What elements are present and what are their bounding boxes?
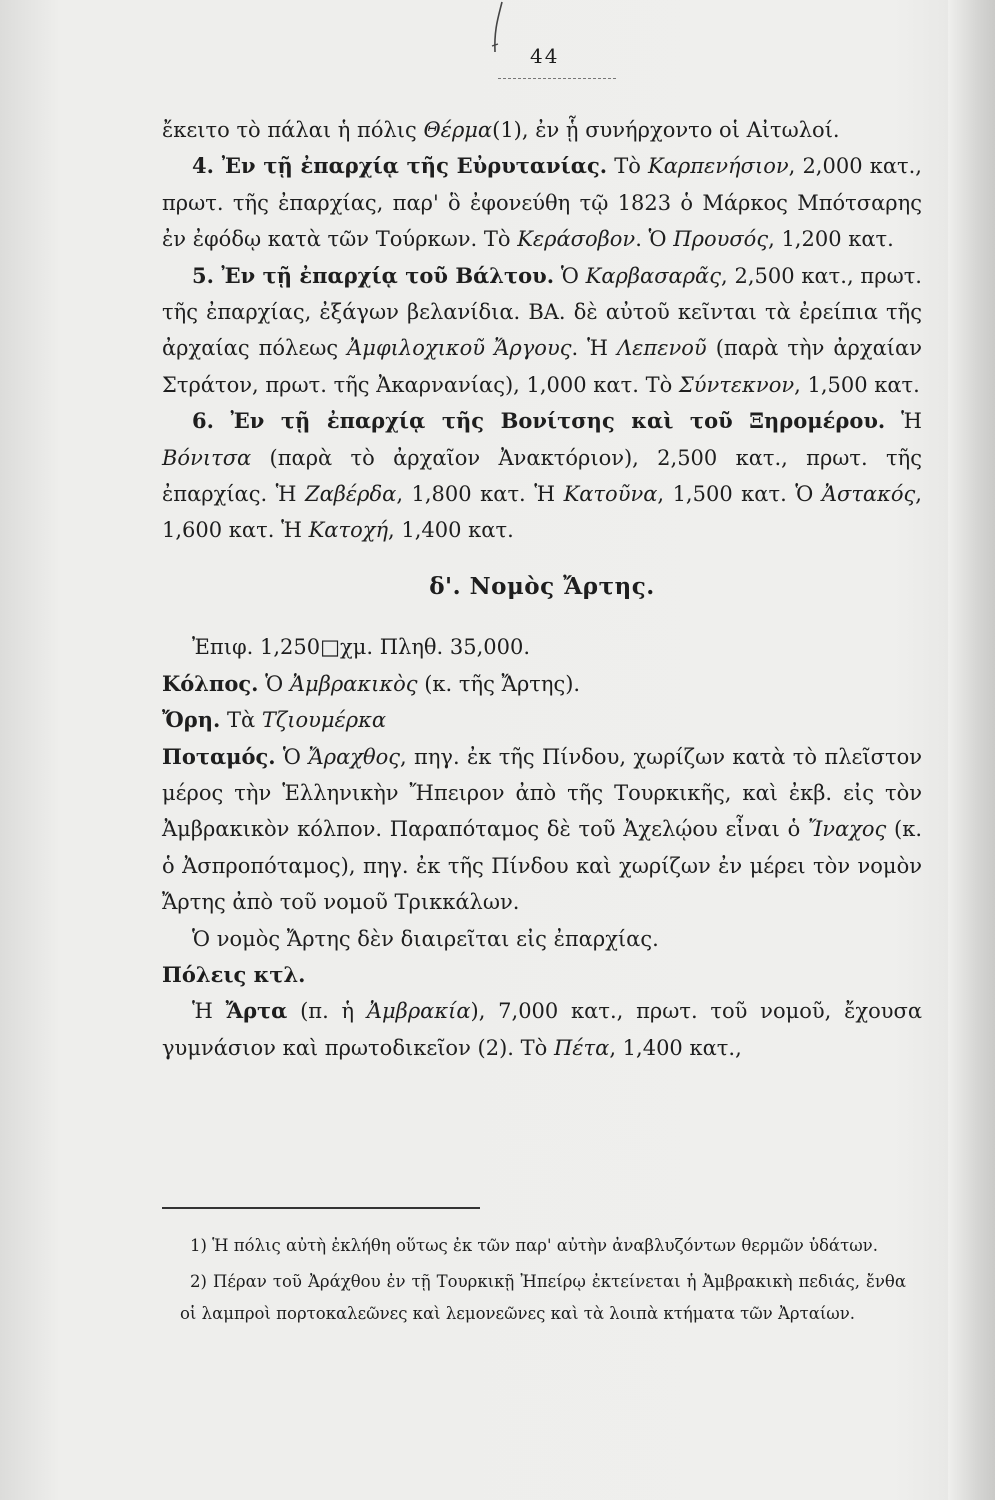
- place-tzoumerka: Τζιουμέρκα: [261, 708, 387, 733]
- paragraph-vonitsa: [162, 403, 922, 549]
- footnote-rule: [162, 1207, 480, 1209]
- label-cities: Πόλεις κτλ.: [162, 961, 306, 987]
- text: (κ. ὁ Ἀσπροπόταμος), πηγ. ἐκ τῆς Πίνδου καὶ χωρίζων ἐν μέρει τὸν νομὸν Ἄρτης ἀπὸ τοῦ νομοῦ Τρικκάλων.: [162, 817, 922, 915]
- paragraph-cities-label: [162, 957, 922, 993]
- main-text: [162, 112, 922, 1066]
- text: Ὁ: [275, 744, 309, 769]
- footnote-2: 2) Πέραν τοῦ Ἀράχθου ἐν τῇ Τουρκικῇ Ἠπείρῳ ἐκτείνεται ἡ Ἀμβρακικὴ πεδιάς, ἔνθα οἱ λαμπροὶ πορτοκαλεῶνες καὶ λεμονεῶνες καὶ τὰ λοιπὰ κτήματα τῶν Ἀρταίων.: [180, 1272, 906, 1323]
- footnote-1: 1) Ἡ πόλις αὐτὴ ἐκλήθη οὕτως ἐκ τῶν παρ' αὐτὴν ἀναβλυζόντων θερμῶν ὑδάτων.: [190, 1236, 878, 1255]
- section-heading-valtos: 5. Ἐν τῇ ἐπαρχίᾳ τοῦ Βάλτου.: [192, 262, 555, 288]
- place-syntekno: Σύντεκνον: [678, 372, 795, 397]
- text: χμ. Πληθ. 35,000.: [339, 635, 531, 660]
- text: , 1,500 κατ. Ὁ: [657, 482, 822, 507]
- section-heading-vonitsa: 6. Ἐν τῇ ἐπαρχίᾳ τῆς Βονίτσης καὶ τοῦ Ξηρομέρου.: [192, 408, 886, 434]
- paragraph-river: [162, 739, 922, 921]
- page-number-rule: [498, 78, 616, 80]
- section-title-nomos-artis: δ'. Νομὸς Ἄρτης.: [429, 572, 655, 600]
- text: (παρὰ τὸ ἀρχαῖον Ἀνακτόριον), 2,500 κατ., πρωτ. τῆς ἐπαρχίας. Ἡ: [162, 445, 922, 507]
- text: , 2,000 κατ., πρωτ. τῆς ἐπαρχίας, παρ' ὃ ἐφονεύθη τῷ 1823 ὁ Μάρκος Μπότσαρης ἐν ἐφόδῳ κατὰ τῶν Τούρκων. Τὸ: [162, 154, 922, 252]
- text: , 1,400 κατ.: [388, 518, 514, 543]
- place-prousos: Προυσός: [673, 227, 769, 252]
- label-river: Ποταμός.: [162, 743, 276, 769]
- label-mountains: Ὄρη.: [162, 707, 221, 733]
- paragraph-arta: [162, 993, 922, 1066]
- label-gulf: Κόλπος.: [162, 670, 259, 696]
- place-amfilochiko-argos: Ἀμφιλοχικοῦ Ἄργους: [347, 336, 572, 361]
- place-karpenision: Καρπενήσιον: [648, 154, 789, 179]
- text: Ὁ: [554, 263, 586, 288]
- place-peta: Πέτα: [553, 1035, 610, 1060]
- place-inachos: Ἴναχος: [807, 817, 887, 842]
- text: , πηγ. ἐκ τῆς Πίνδου, χωρίζων κατὰ τὸ πλεῖστον μέρος τὴν Ἑλληνικὴν Ἤπειρον ἀπὸ τῆς Τουρκικῆς, καὶ ἐκβ. εἰς τὸν Ἀμβρακικὸν κόλπον. Παραπόταμος δὲ τοῦ Ἀχελῴου εἶναι ὁ: [162, 744, 922, 842]
- place-katouna: Κατοῦνα: [563, 482, 658, 507]
- footnotes: [180, 1230, 906, 1334]
- place-vonitsa: Βόνιτσα: [162, 445, 252, 470]
- text: ), 7,000 κατ., πρωτ. τοῦ νομοῦ, ἔχουσα γυμνάσιον καὶ πρωτοδικεῖον (2). Τὸ: [162, 999, 923, 1060]
- page-number: 44: [530, 44, 560, 68]
- text: Ὁ: [258, 671, 290, 696]
- text: ἔκειτο τὸ πάλαι ἡ πόλις: [162, 118, 424, 142]
- text: , 1,600 κατ. Ἡ: [162, 482, 922, 543]
- text: . Ἡ: [571, 336, 617, 361]
- place-katochi: Κατοχή: [308, 518, 389, 543]
- section-heading-eurytania: 4. Ἐν τῇ ἐπαρχίᾳ τῆς Εὐρυτανίας.: [192, 153, 608, 179]
- place-amvrakia: Ἀμβρακία: [366, 999, 471, 1024]
- place-therma: Θέρμα: [423, 118, 493, 142]
- place-zaverda: Ζαβέρδα: [305, 482, 397, 507]
- paragraph-valtos: [162, 258, 922, 404]
- text: , 2,500 κατ., πρωτ. τῆς ἐπαρχίας, ἐξάγων βελανίδια. ΒΑ. δὲ αὐτοῦ κεῖνται τὰ ἐρείπια τῆς ἀρχαίας πόλεως: [162, 263, 922, 361]
- paragraph-no-provinces: Ὁ νομὸς Ἄρτης δὲν διαιρεῖται εἰς ἐπαρχίας.: [192, 926, 659, 951]
- paragraph-mountains: [162, 702, 922, 738]
- text: Τὸ: [607, 154, 648, 179]
- place-amvrakikos: Ἀμβρακικὸς: [289, 671, 418, 696]
- text: (π. ἡ: [287, 999, 367, 1024]
- pencil-mark: [484, 0, 514, 60]
- text: , 1,400 κατ.,: [609, 1035, 742, 1060]
- text: . Ὁ: [635, 227, 674, 252]
- place-arachthos: Ἄραχθος: [308, 744, 401, 769]
- text: (κ. τῆς Ἄρτης).: [417, 671, 581, 696]
- place-astakos: Ἀστακός: [821, 482, 916, 507]
- text: Ἐπιφ. 1,250: [192, 635, 321, 660]
- text: (παρὰ τὴν ἀρχαίαν Στράτον, πρωτ. τῆς Ἀκαρνανίας), 1,000 κατ. Τὸ: [162, 336, 922, 397]
- text: , 1,200 κατ.: [768, 227, 894, 252]
- paragraph-area-population: [162, 629, 922, 665]
- text: Ἡ: [192, 999, 226, 1024]
- paragraph-eurytania: [162, 148, 922, 257]
- text: , 1,800 κατ. Ἡ: [396, 482, 564, 507]
- place-karvasaras: Καρβασαρᾶς: [585, 263, 721, 288]
- place-arta: Ἄρτα: [225, 998, 288, 1024]
- paragraph-therma: [162, 112, 922, 148]
- page-gutter-shadow: [948, 0, 995, 1500]
- place-kerasovon: Κεράσοβον: [517, 227, 636, 252]
- text: Ἡ: [885, 409, 922, 434]
- square-symbol: □: [320, 635, 340, 660]
- text: Τὰ: [220, 708, 262, 733]
- place-lepenou: Λεπενοῦ: [617, 336, 707, 361]
- paragraph-gulf: [162, 666, 922, 702]
- text: (1), ἐν ᾗ συνήρχοντο οἱ Αἰτωλοί.: [492, 118, 840, 142]
- text: , 1,500 κατ.: [794, 372, 920, 397]
